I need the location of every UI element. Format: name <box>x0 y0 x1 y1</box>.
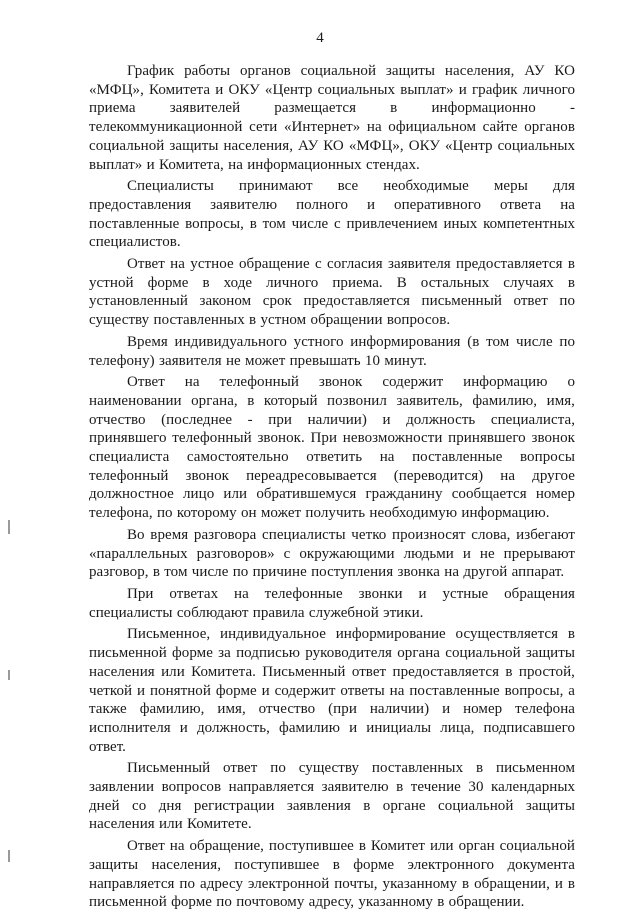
scan-edge-mark <box>8 520 10 534</box>
scan-edge-mark <box>8 850 10 862</box>
document-body <box>89 62 575 915</box>
paragraph-specialists-measures: Специалисты принимают все необходимые меры для предоставления заявителю полного и оперативного ответа на поставленные вопросы, в том числе с привлечением иных компетентных специалистов. <box>89 178 575 251</box>
paragraph-work-schedule: График работы органов социальной защиты населения, АУ КО «МФЦ», Комитета и ОКУ «Центр социальных выплат» и график личного приема заявителей размещается в информационно - телекоммуникационной сети «Интернет» на официальном сайте органов социальной защиты населения, АУ КО «МФЦ», ОКУ «Центр социальных выплат» и Комитета, на информационных стендах. <box>89 63 575 173</box>
paragraph-oral-response: Ответ на устное обращение с согласия заявителя предоставляется в устной форме в ходе личного приема. В остальных случаях в установленный законом срок предоставляется письменный ответ по существу поставленных в устном обращении вопросов. <box>89 256 575 329</box>
paragraph-informing-time: Время индивидуального устного информирования (в том числе по телефону) заявителя не может превышать 10 минут. <box>89 333 575 369</box>
paragraph-written-deadline: Письменный ответ по существу поставленных в письменном заявлении вопросов направляется заявителю в течение 30 календарных дней со дня регистрации заявления в органе социальной защиты населения или Комитете. <box>89 760 575 833</box>
paragraph-written-informing: Письменное, индивидуальное информирование осуществляется в письменной форме за подписью руководителя органа социальной защиты населения или Комитета. Письменный ответ предоставляется в простой, четкой и понятной форме и содержит ответы на поставленные вопросы, а также фамилию, имя, отчество (при наличии) и номер телефона исполнителя и должность, фамилию и инициалы лица, подписавшего ответ. <box>89 626 575 755</box>
page-number: 4 <box>316 30 324 46</box>
paragraph-electronic-response: Ответ на обращение, поступившее в Комитет или орган социальной защиты населения, поступившее в форме электронного документа направляется по адресу электронной почты, указанному в обращении, и в письменной форме по почтовому адресу, указанному в обращении. <box>89 838 575 911</box>
paragraph-phone-response: Ответ на телефонный звонок содержит информацию о наименовании органа, в который позвонил заявитель, фамилию, имя, отчество (последнее - при наличии) и должность специалиста, принявшего телефонный звонок. При невозможности принявшего звонок специалиста самостоятельно ответить на поставленные вопросы телефонный звонок переадресовывается (переводится) на другое должностное лицо или обратившемуся гражданину сообщается номер телефона, по которому он может получить необходимую информацию. <box>89 374 575 522</box>
paragraph-conversation-rules: Во время разговора специалисты четко произносят слова, избегают «параллельных разговоров» с окружающими людьми и не прерывают разговор, в том числе по причине поступления звонка на другой аппарат. <box>89 526 575 581</box>
scan-edge-mark <box>8 670 10 680</box>
paragraph-ethics: При ответах на телефонные звонки и устные обращения специалисты соблюдают правила служебной этики. <box>89 585 575 621</box>
